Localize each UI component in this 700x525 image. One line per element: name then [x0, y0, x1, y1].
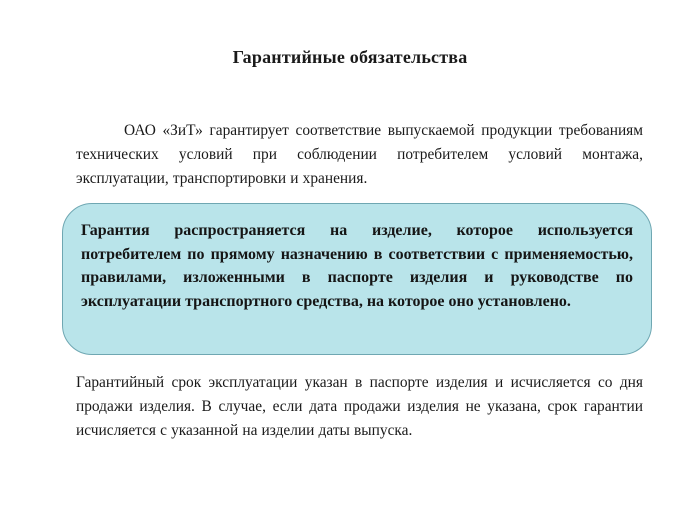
- highlight-callout: [62, 203, 652, 355]
- paragraph-warranty-period: Гарантийный срок эксплуатации указан в паспорте изделия и исчисляется со дня продажи изделия. В случае, если дата продажи изделия не указана, срок гарантии исчисляется с указанной на изделии даты выпуска.: [76, 374, 643, 439]
- paragraph-guarantee-conformity: ОАО «ЗиТ» гарантирует соответствие выпускаемой продукции требованиям технических условий при соблюдении потребителем условий монтажа, эксплуатации, транспортировки и хранения.: [76, 122, 643, 187]
- highlight-text: Гарантия распространяется на изделие, которое используется потребителем по прямому назначению в соответствии с применяемостью, правилами, изложенными в паспорте изделия и руководстве по эксплуатации транспортного средства, на которое оно установлено.: [81, 222, 633, 310]
- page-title: Гарантийные обязательства: [232, 47, 468, 67]
